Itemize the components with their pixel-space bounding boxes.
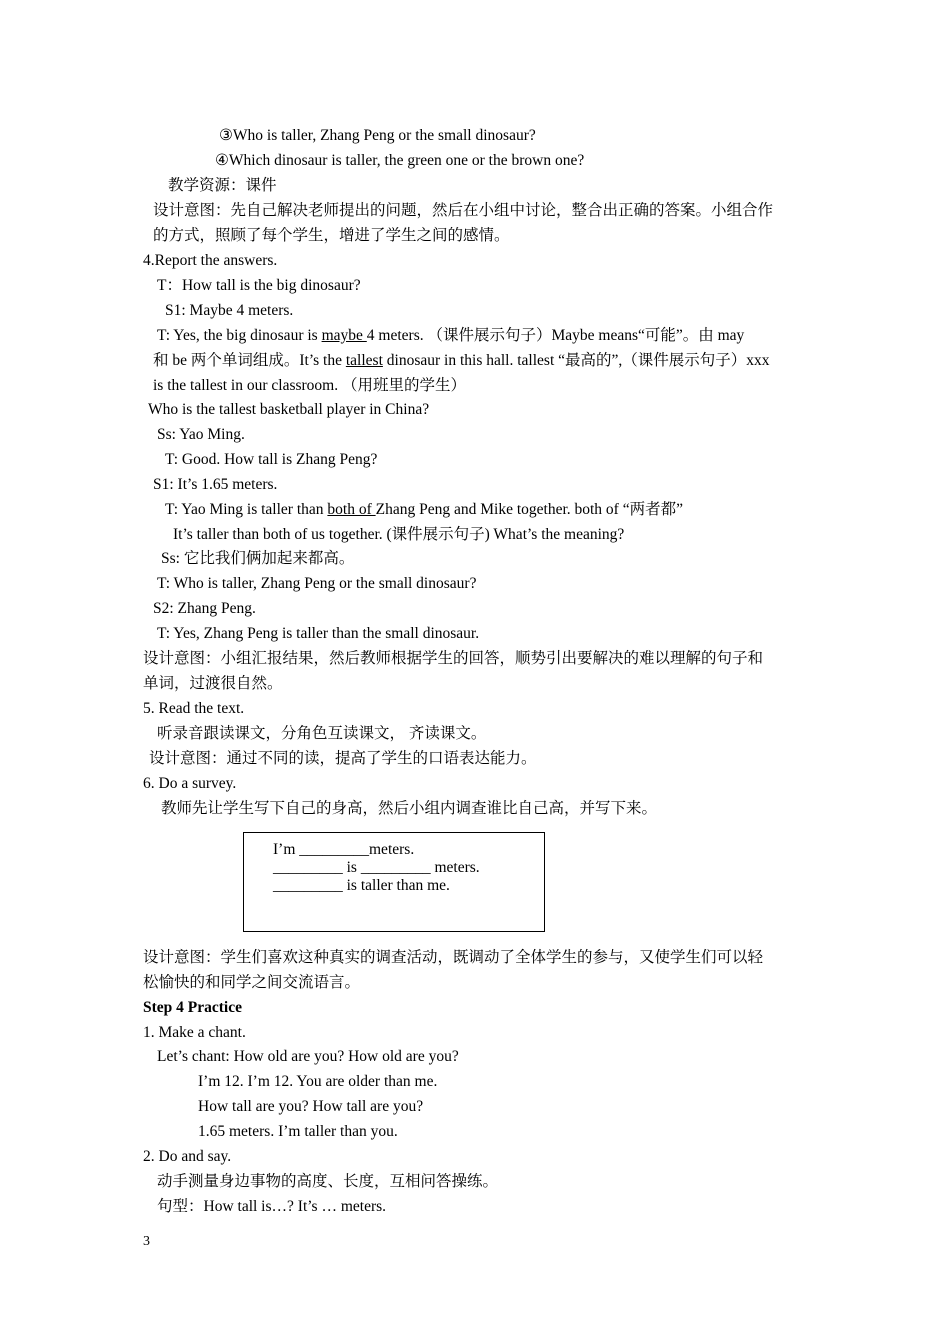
survey-box-line: I’m _________meters. bbox=[273, 841, 415, 858]
dialogue-line: is the tallest in our classroom. （用班里的学生） bbox=[153, 377, 466, 394]
chant-line: 1.65 meters. I’m taller than you. bbox=[198, 1123, 398, 1140]
question-3: ③Who is taller, Zhang Peng or the small dinosaur? bbox=[219, 127, 536, 144]
do-and-say-description: 动手测量身边事物的高度、长度，互相问答操练。 bbox=[157, 1173, 499, 1190]
design-intent-1b: 的方式，照顾了每个学生，增进了学生之间的感情。 bbox=[153, 227, 510, 244]
dialogue-line: S2: Zhang Peng. bbox=[153, 600, 256, 617]
underlined-word: tallest bbox=[345, 352, 383, 369]
design-intent-4a: 设计意图：学生们喜欢这种真实的调查活动，既调动了全体学生的参与，又使学生们可以轻 bbox=[143, 949, 764, 966]
question-4: ④Which dinosaur is taller, the green one or the brown one? bbox=[215, 152, 585, 169]
chant-line: Let’s chant: How old are you? How old are you? bbox=[157, 1048, 459, 1065]
dialogue-line: Ss: 它比我们俩加起来都高。 bbox=[161, 550, 355, 567]
underlined-word: both of bbox=[327, 501, 376, 518]
step-heading: Step 4 Practice bbox=[143, 999, 242, 1016]
survey-heading: 6. Do a survey. bbox=[143, 775, 237, 792]
do-and-say-heading: 2. Do and say. bbox=[143, 1148, 232, 1165]
read-heading: 5. Read the text. bbox=[143, 700, 245, 717]
sentence-pattern: 句型：How tall is…? It’s … meters. bbox=[157, 1198, 387, 1215]
survey-box bbox=[243, 832, 545, 932]
survey-box-line: _________ is taller than me. bbox=[273, 877, 450, 894]
dialogue-line: T: Good. How tall is Zhang Peng? bbox=[165, 451, 378, 468]
design-intent-2a: 设计意图：小组汇报结果，然后教师根据学生的回答，顺势引出要解决的难以理解的句子和 bbox=[143, 650, 764, 667]
design-intent-4b: 松愉快的和同学之间交流语言。 bbox=[143, 974, 361, 991]
dialogue-line: T: Yes, Zhang Peng is taller than the small dinosaur. bbox=[157, 625, 480, 642]
chant-line: I’m 12. I’m 12. You are older than me. bbox=[198, 1073, 438, 1090]
dialogue-line: S1: Maybe 4 meters. bbox=[165, 302, 294, 319]
survey-box-line: _________ is _________ meters. bbox=[273, 859, 480, 876]
teaching-resources: 教学资源：课件 bbox=[168, 177, 277, 194]
dialogue-line: S1: It’s 1.65 meters. bbox=[153, 476, 278, 493]
design-intent-2b: 单词，过渡很自然。 bbox=[143, 675, 283, 692]
dialogue-line: T: Yes, the big dinosaur is maybe 4 meters. （课件展示句子）Maybe means“可能”。由 may bbox=[157, 327, 745, 344]
design-intent-1a: 设计意图：先自己解决老师提出的问题，然后在小组中讨论，整合出正确的答案。小组合作 bbox=[153, 202, 774, 219]
dialogue-line: Ss: Yao Ming. bbox=[157, 426, 245, 443]
dialogue-line: It’s taller than both of us together. (课件展示句子) What’s the meaning? bbox=[173, 526, 625, 543]
page-number: 3 bbox=[143, 1234, 150, 1249]
dialogue-line: T：How tall is the big dinosaur? bbox=[157, 277, 361, 294]
dialogue-line: Who is the tallest basketball player in China? bbox=[148, 401, 430, 418]
underlined-word: maybe bbox=[321, 327, 367, 344]
dialogue-line: 和 be 两个单词组成。It’s the tallest dinosaur in this hall. tallest “最高的”,（课件展示句子）xxx bbox=[153, 352, 770, 369]
report-heading: 4.Report the answers. bbox=[143, 252, 278, 269]
dialogue-line: T: Who is taller, Zhang Peng or the small dinosaur? bbox=[157, 575, 477, 592]
dialogue-line: T: Yao Ming is taller than both of Zhang Peng and Mike together. both of “两者都” bbox=[165, 501, 683, 518]
chant-heading: 1. Make a chant. bbox=[143, 1024, 246, 1041]
design-intent-3: 设计意图：通过不同的读，提高了学生的口语表达能力。 bbox=[149, 750, 537, 767]
read-description: 听录音跟读课文，分角色互读课文， 齐读课文。 bbox=[157, 725, 487, 742]
chant-line: How tall are you? How tall are you? bbox=[198, 1098, 424, 1115]
survey-description: 教师先让学生写下自己的身高，然后小组内调查谁比自己高，并写下来。 bbox=[161, 800, 658, 817]
